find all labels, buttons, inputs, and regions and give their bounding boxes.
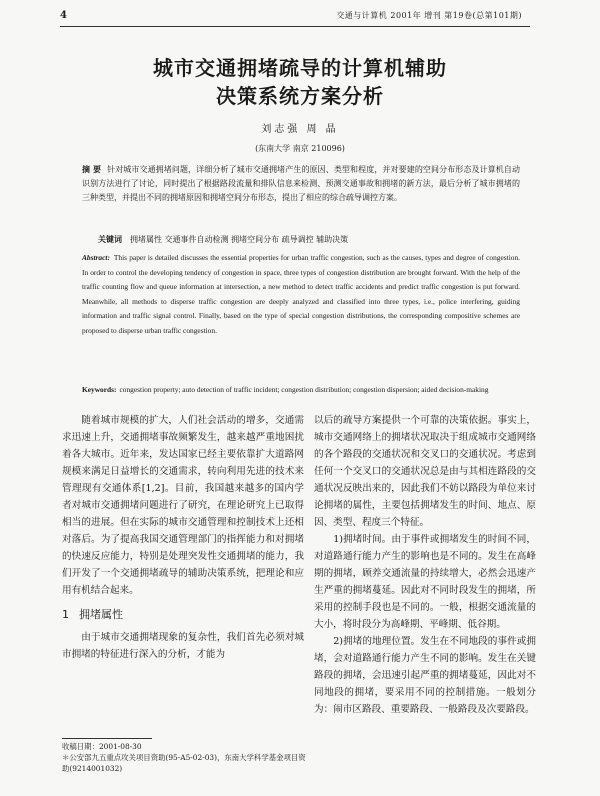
keywords-en-text: congestion property; auto detection of traffic incident; congestion distribution; congestion dispersion; aided decision-making <box>119 385 489 394</box>
title-line-1: 城市交通拥堵疏导的计算机辅助 <box>153 56 447 80</box>
received-date: 收稿日期：2001-08-30 <box>62 742 142 751</box>
abstract-cn <box>82 163 520 205</box>
section-1-paragraph: 由于城市交通拥堵现象的复杂性，我们首先必须对城市拥堵的特征进行深入的分析，才能为 <box>62 632 304 660</box>
footnote-rule <box>62 738 152 739</box>
body-left-column <box>62 412 304 663</box>
continued-paragraph: 以后的疏导方案提供一个可靠的决策依据。事实上，城市交通网络上的拥堵状况取决于组成城市交通网络的各个路段的交通状况和交叉口的交通状况。考虑到任何一个交叉口的交通状况总是由与其相连路段的交通状况反映出来的，因此我们不妨以路段为单位来讨论拥堵的属性，主要包括拥堵发生的时间、地点、原因、类型、程度三个特征。 <box>314 415 536 528</box>
section-1-number: 1 <box>62 608 69 621</box>
keywords-cn-label: 关键词 <box>98 235 122 244</box>
affiliation: (东南大学 南京 210096) <box>255 144 345 153</box>
abstract-en-text: This paper is detailed discusses the essential properties for urban traffic congestion, such as the causes, types and degree of congestion. In order to control the developing tendency of congestion in space, three types of congestion distribution are brought forward. With the help of the traffic counting flow and queue information at intersection, a new method to detect traffic accidents and predict traffic congestion is put forward. Meanwhile, all methods to disperse traffic congestion are deeply analyzed and classified into three types, i.e., police interfering, guiding information and traffic signal control. Finally, based on the type of special congestion distributions, the corresponding compositive schemes are proposed to disperse urban traffic congestion. <box>82 253 520 335</box>
keywords-en <box>82 383 520 397</box>
header-rule <box>60 26 530 27</box>
congestion-location-paragraph: 2)拥堵的地理位置。发生在不同地段的事件或拥堵，会对道路通行能力产生不同的影响。发生在关键路段的拥堵，会迅速引起严重的拥堵蔓延，因此对不同地段的拥堵，要采用不同的控制措施。一般划分为：闹市区路段、重要路段、一般路段及次要路段。 <box>314 636 536 715</box>
abstract-cn-label: 摘 要 <box>82 165 102 174</box>
congestion-time-paragraph: 1)拥堵时间。由于事件或拥堵发生的时间不同，对道路通行能力产生的影响也是不同的。发生在高峰期的拥堵，顾养交通流量的持续增大，必然会迅速产生严重的拥堵蔓延。因此对不同时段发生的拥堵，所采用的控制手段也是不同的。一般，根据交通流量的大小，将时段分为高峰期、平峰期、低谷期。 <box>314 534 536 630</box>
page-number: 4 <box>60 10 67 21</box>
abstract-cn-text: 针对城市交通拥堵问题，详细分析了城市交通拥堵产生的原因、类型和程度，并对要建的空间分布形态及计算机自动识别方法进行了讨论，同时提出了根据路段流量和排队信息来检测、预测交通事故和拥堵的新方法，最后分析了城市拥堵的三种类型，并提出不同的拥堵原因和拥堵空间分布形态，提出了相应的综合疏导调控方案。 <box>82 165 520 202</box>
title-line-2: 决策系统方案分析 <box>216 84 384 108</box>
section-1-heading <box>62 606 304 623</box>
funding-note: ＊公安部九五重点攻关项目资助(95-A5-02-03)，东南大学科学基金项目资助(9214001032) <box>62 752 306 773</box>
keywords-cn-text: 拥堵属性 交通事件自动检测 拥堵空间分布 疏导调控 辅助决策 <box>130 235 349 244</box>
body-right-column <box>314 412 536 718</box>
abstract-en <box>82 251 520 339</box>
footnote <box>62 742 312 774</box>
keywords-cn <box>98 234 518 245</box>
section-1-title: 拥堵属性 <box>79 608 123 621</box>
keywords-en-label: Keywords: <box>82 385 117 394</box>
journal-running-header: 交通与计算机 2001年 增刊 第19卷(总第101期) <box>336 11 522 20</box>
intro-paragraph: 随着城市规模的扩大，人们社会活动的增多，交通需求迅速上升，交通拥堵事故频繁发生，越来越严重地困扰着各大城市。近年来，发达国家已经主要依靠扩大道路网规模来满足日益增长的交通需求，转向利用先进的技术来管理现有交通体系[1,2]。目前，我国越来越多的国内学者对城市交通拥堵问题进行了研究，在理论研究上已取得相当的进展。但在实际的城市交通管理和控制技术上还相对落后。为了提高我国交通管理部门的指挥能力和对拥堵的快速反应能力，特别是处理突发性交通拥堵的能力，我们开发了一个交通拥堵疏导的辅助决策系统，把理论和应用有机结合起来。 <box>62 415 304 596</box>
authors: 刘志强 周 晶 <box>261 124 339 135</box>
abstract-en-label: Abstract: <box>82 253 110 262</box>
